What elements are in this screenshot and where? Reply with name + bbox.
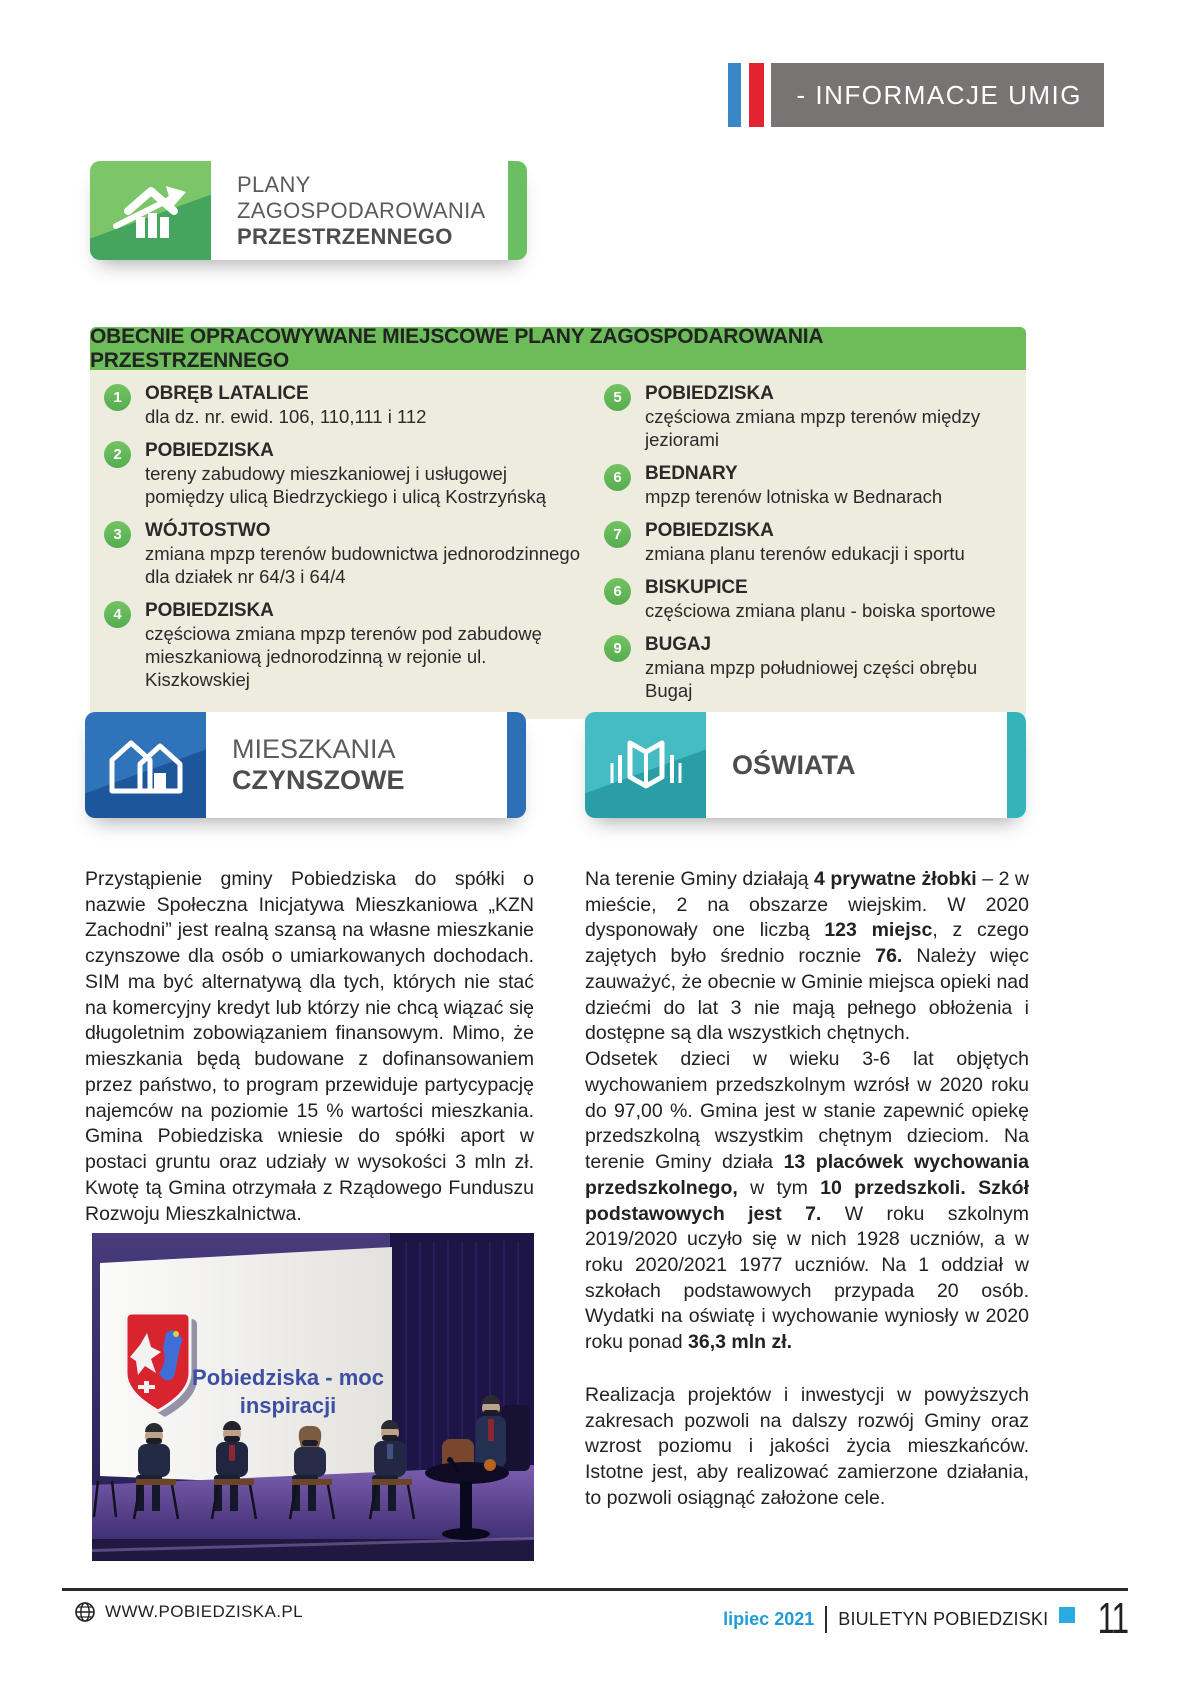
- plan-number-badge: 1: [104, 384, 131, 411]
- plan-desc: zmiana mpzp południowej części obrębu Bugaj: [645, 656, 978, 701]
- plan-title: POBIEDZISKA: [645, 519, 774, 541]
- banner-title-line2: PRZESTRZENNEGO: [237, 223, 453, 249]
- plans-section-body: [90, 370, 1026, 719]
- houses-icon: [104, 733, 188, 797]
- page-number-marker: [1059, 1607, 1075, 1623]
- article-paragraph: Na terenie Gminy działają 4 prywatne żłobki – 2 w mieście, 2 na obszarze wiejskim. W 2020 dysponowały one liczbą 123 miejsc, z czego zajętych było średnio rocznie 76. Należy więc zauważyć, że obecnie w Gminie miejsca opieki nad dziećmi do lat 3 nie mają pełnego obłożenia i dostępne są dla wszystkich chętnych.: [585, 868, 1030, 1045]
- plan-desc: tereny zabudowy mieszkaniowej i usługowej pomiędzy ulicą Biedrzyckiego i ulicą Kostrzyńską: [145, 462, 547, 507]
- plan-item: [604, 634, 1018, 703]
- section-tag-bar: [771, 63, 1104, 127]
- plan-number-badge: 6: [604, 578, 631, 605]
- banner-mieszkania-czynszowe: [85, 712, 526, 818]
- plan-title: POBIEDZISKA: [145, 599, 274, 621]
- banner-icon-square: [585, 712, 706, 818]
- article-oswiata: [585, 867, 1029, 1512]
- plan-title: OBRĘB LATALICE: [145, 383, 309, 404]
- banner-icon-square: [85, 712, 206, 818]
- plan-desc: zmiana mpzp terenów budownictwa jednorodzinnego dla działek nr 64/3 i 64/4: [145, 542, 581, 587]
- plan-item: [104, 383, 586, 429]
- plan-item: [604, 577, 1018, 623]
- house-chart-icon: [112, 180, 190, 242]
- plan-item: [604, 520, 1018, 566]
- globe-icon: [74, 1601, 96, 1623]
- banner-title-line2: CZYNSZOWE: [232, 765, 405, 795]
- issue-date: lipiec 2021: [723, 1608, 815, 1629]
- plan-number-badge: 6: [604, 464, 631, 491]
- plan-desc: mpzp terenów lotniska w Bednarach: [645, 485, 943, 507]
- decor-stripe-blue: [728, 63, 741, 127]
- banner-edge-strip: [507, 712, 526, 818]
- plan-desc: częściowa zmiana mpzp terenów pod zabudowę mieszkaniową jednorodzinną w rejonie ul. Kiszkowskiej: [145, 622, 542, 690]
- plan-item: [104, 440, 586, 509]
- decor-stripe-red: [749, 63, 764, 127]
- article-paragraph: Odsetek dzieci w wieku 3-6 lat objętych wychowaniem przedszkolnym wzrósł w 2020 roku do 97,00 %. Gmina jest w stanie zapewnić opiekę przedszkolną wszystkim chętnym dzieciom. Na terenie Gminy działa 13 placówek wychowania przedszkolnego, w tym 10 przedszkoli. Szkół podstawowych jest 7. W roku szkolnym 2019/2020 uczyło się w nich 1928 uczniów, a w roku 2020/2021 1977 uczniów. Na 1 oddział w szkołach podstawowych przypada 20 osób. Wydatki na oświatę i wychowanie wyniosły w 2020 roku ponad 36,3 mln zł.: [585, 1048, 1030, 1354]
- banner-title-line1: MIESZKANIA: [232, 734, 396, 764]
- plan-item: [104, 520, 586, 589]
- plans-column-left: [90, 383, 586, 703]
- plan-title: POBIEDZISKA: [645, 383, 774, 404]
- plan-item: [104, 600, 586, 692]
- plan-desc: częściowa zmiana mpzp terenów między jeziorami: [645, 406, 981, 450]
- article-mieszkania-text: Przystąpienie gminy Pobiedziska do spółki o nazwie Społeczna Inicjatywa Mieszkaniowa „KZN Zachodni” jest realną szansą na własne mieszkanie czynszowe dla osób o umiarkowanych dochodach. SIM ma być alternatywą dla tych, których nie stać na komercyjny kredyt lub którzy nie chcą wiązać się długoletnim zobowiązaniem finansowym. Mimo, że mieszkania będą budowane z dofinansowaniem przez państwo, to program przewiduje partycypację najemców na poziomie 15 % wartości mieszkania. Gmina Pobiedziska wniesie do spółki aport w postaci gruntu oraz udziały w wysokości 3 mln zł. Kwotę tą Gmina otrzymała z Rządowego Funduszu Rozwoju Mieszkalnictwa.: [85, 868, 534, 1225]
- plan-title: BUGAJ: [645, 633, 712, 655]
- footer-divider-line: [62, 1588, 1128, 1591]
- plans-section: [90, 327, 1026, 719]
- page-number: 11: [1097, 1594, 1128, 1643]
- plan-desc: częściowa zmiana planu - boiska sportowe: [645, 599, 996, 621]
- website-url[interactable]: WWW.POBIEDZISKA.PL: [105, 1602, 304, 1621]
- bulletin-name: BIULETYN POBIEDZISKI: [838, 1608, 1049, 1629]
- open-book-icon: [604, 733, 688, 797]
- banner-plany-zagospodarowania: [90, 161, 527, 260]
- footer-issue-info: [723, 1594, 1128, 1644]
- plans-section-header: [90, 327, 1026, 370]
- plans-column-right: [586, 383, 1026, 703]
- banner-title-line1: PLANY ZAGOSPODAROWANIA: [237, 171, 486, 223]
- screen-caption-line2: inspiracji: [239, 1393, 337, 1418]
- plan-title: WÓJTOSTWO: [145, 519, 271, 541]
- plan-number-badge: 9: [604, 635, 631, 662]
- banner-edge-strip: [508, 161, 527, 260]
- plan-item: [604, 383, 1018, 452]
- plan-title: POBIEDZISKA: [145, 439, 274, 461]
- banner-icon-square: [90, 161, 211, 260]
- plan-title: BISKUPICE: [645, 576, 748, 598]
- banner-oswiata: [585, 712, 1026, 818]
- footer-separator: [825, 1606, 827, 1633]
- section-tag-label: - INFORMACJE UMIG: [796, 79, 1082, 110]
- plan-number-badge: 5: [604, 384, 631, 411]
- plans-section-title: OBECNIE OPRACOWYWANE MIEJSCOWE PLANY ZAGOSPODAROWANIA PRZESTRZENNEGO: [90, 327, 823, 372]
- banner-edge-strip: [1007, 712, 1026, 818]
- banner-title: OŚWIATA: [732, 749, 856, 780]
- article-paragraph: Realizacja projektów i inwestycji w powyższych zakresach pozwoli na dalszy rozwój Gminy oraz wzrost poziomu i jakości życia mieszkańców. Istotne jest, aby realizować zamierzone działania, to pozwoli osiągnąć założone cele.: [585, 1383, 1029, 1509]
- plan-desc: dla dz. nr. ewid. 106, 110,111 i 112: [145, 406, 427, 427]
- plan-number-badge: 7: [604, 521, 631, 548]
- plan-desc: zmiana planu terenów edukacji i sportu: [645, 542, 965, 564]
- footer-website[interactable]: [74, 1601, 303, 1623]
- screen-caption-line1: Pobiedziska - moc: [192, 1365, 384, 1390]
- plan-title: BEDNARY: [645, 462, 738, 484]
- plan-item: [604, 463, 1018, 509]
- plan-number-badge: 3: [104, 521, 131, 548]
- plan-number-badge: 4: [104, 601, 131, 628]
- conference-photo: [92, 1233, 534, 1561]
- plan-number-badge: 2: [104, 441, 131, 468]
